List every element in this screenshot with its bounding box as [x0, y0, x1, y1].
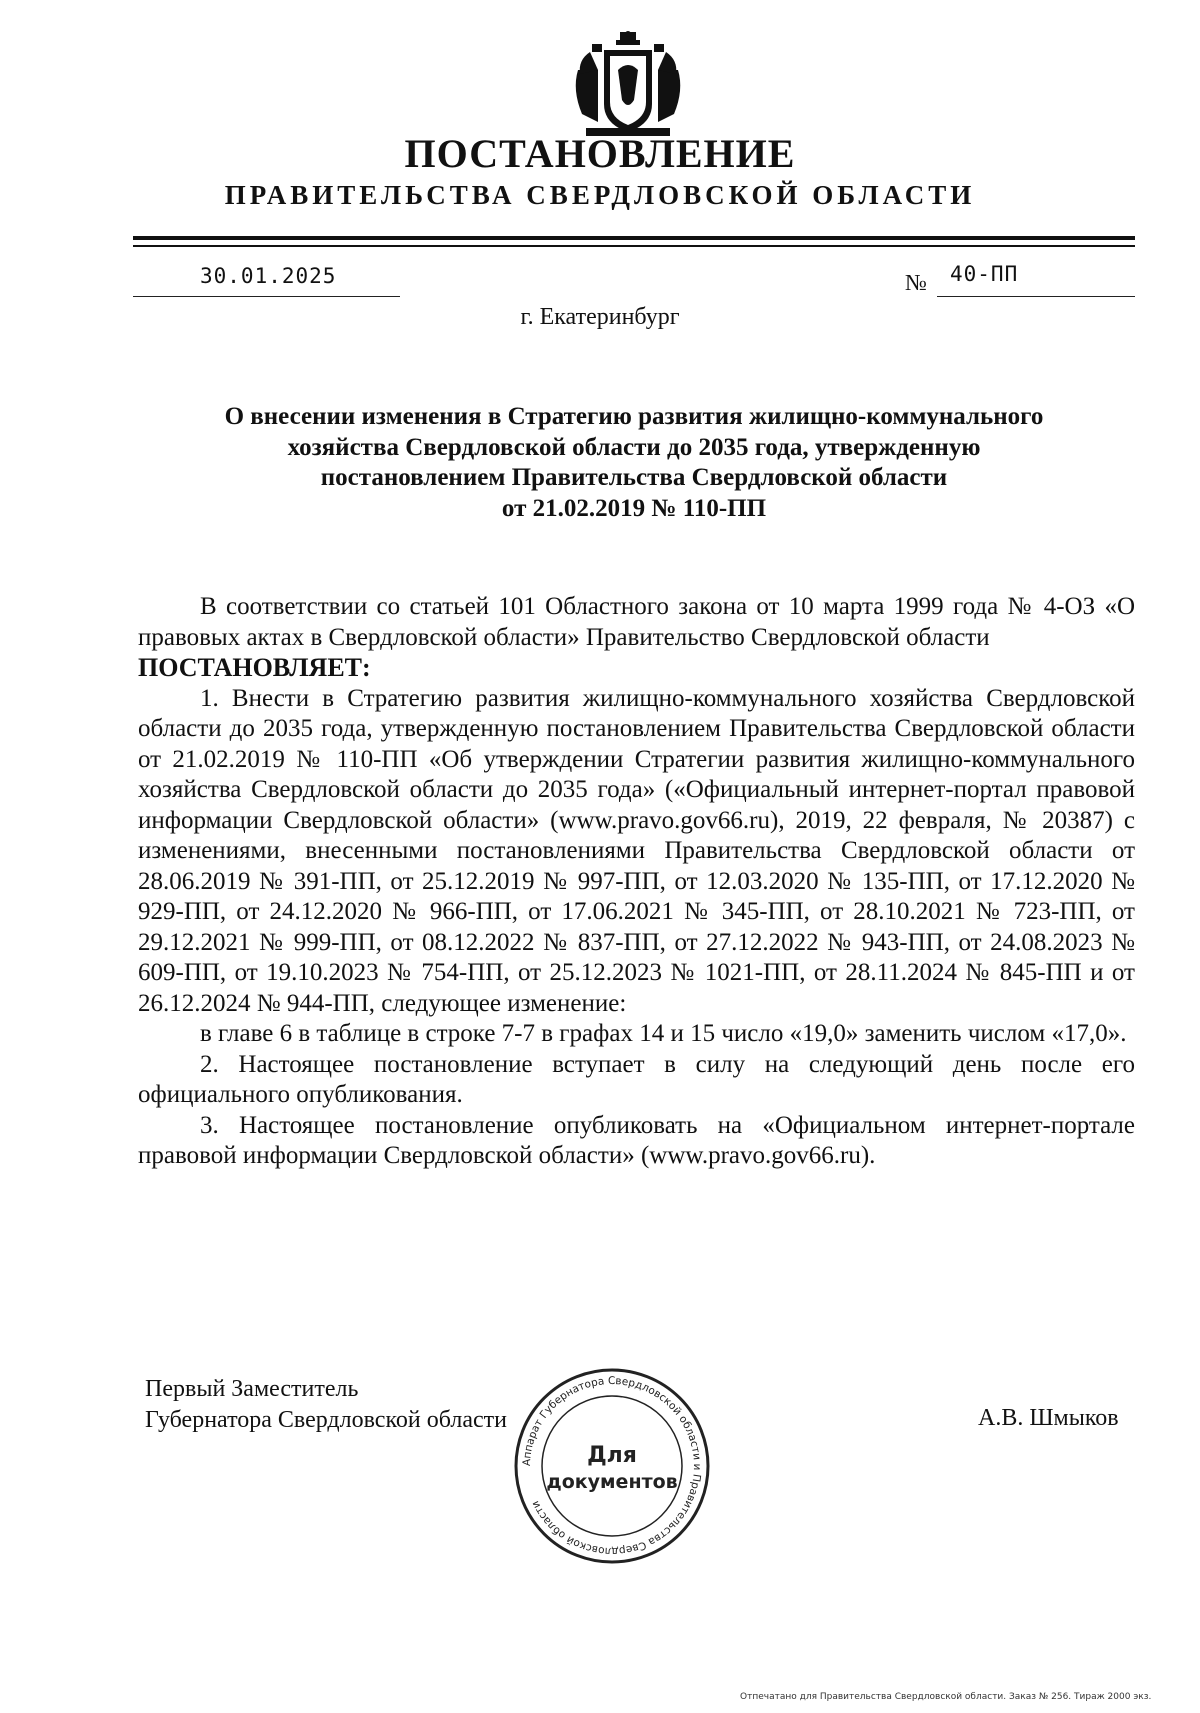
item-1-paragraph: 1. Внести в Стратегию развития жилищно-коммунального хозяйства Свердловской области до 2035 года, утвержденную постановлением Правительства Свердловской области от 21.02.2019 № 110-ПП «Об утверждении Стратегии развития жилищно-коммунального хозяйства Свердловской области до 2035 года» («Официальный интернет-портал правовой информации Свердловской области» (www.pravo.gov66.ru), 2019, 22 февраля, № 20387) с изменениями, внесенными постановлениями Правительства Свердловской области от 28.06.2019 № 391-ПП, от 25.12.2019 № 997-ПП, от 12.03.2020 № 135-ПП, от 17.12.2020 № 929-ПП, от 24.12.2020 № 966-ПП, от 17.06.2021 № 345-ПП, от 28.10.2021 № 723-ПП, от 29.12.2021 № 999-ПП, от 08.12.2022 № 837-ПП, от 27.12.2022 № 943-ПП, от 24.08.2023 № 609-ПП, от 19.10.2023 № 754-ПП, от 25.12.2023 № 1021-ПП, от 28.11.2024 № 845-ПП и от 26.12.2024 № 944-ПП, следующее изменение:: [138, 684, 1135, 1017]
decree-heading: ПОСТАНОВЛЯЕТ:: [138, 653, 371, 682]
header-rule-thick: [133, 236, 1135, 240]
number-underline: [937, 296, 1135, 297]
preamble-paragraph: В соответствии со статьей 101 Областного закона от 10 марта 1999 года № 4-ОЗ «О правовых актах в Свердловской области» Правительство Свердловской области: [138, 593, 1135, 651]
stamp-center-line-2: документов: [546, 1471, 678, 1493]
title-line: постановлением Правительства Свердловской области: [320, 464, 948, 491]
signer-position-line-1: Первый Заместитель: [145, 1376, 359, 1402]
issuing-authority: ПРАВИТЕЛЬСТВА СВЕРДЛОВСКОЙ ОБЛАСТИ: [224, 180, 976, 210]
item-1-sub-paragraph: в главе 6 в таблице в строке 7-7 в графах 14 и 15 число «19,0» заменить числом «17,0».: [200, 1020, 1127, 1047]
document-date: 30.01.2025: [200, 264, 337, 288]
print-note: Отпечатано для Правительства Свердловской области. Заказ № 256. Тираж 2000 экз.: [740, 1692, 1152, 1702]
city: г. Екатеринбург: [520, 304, 680, 330]
resolution-title: [133, 402, 1135, 524]
official-stamp-icon: [512, 1366, 712, 1566]
title-line: О внесении изменения в Стратегию развития жилищно-коммунального: [224, 403, 1044, 430]
signer-name: А.В. Шмыков: [978, 1405, 1119, 1431]
document-body: [138, 592, 1135, 1172]
document-number: 40-ПП: [950, 262, 1019, 286]
stamp-ring-text: Аппарат Губернатора Свердловской области и Правительства Свердловской области: [520, 1374, 704, 1558]
title-line: от 21.02.2019 № 110-ПП: [501, 494, 767, 522]
stamp-center-line-1: Для: [587, 1443, 637, 1468]
date-underline: [133, 296, 400, 297]
header-rule-thin: [133, 245, 1135, 247]
signer-position-line-2: Губернатора Свердловской области: [145, 1407, 507, 1433]
coat-of-arms-emblem-icon: [568, 30, 688, 142]
item-2-paragraph: 2. Настоящее постановление вступает в силу на следующий день после его официального опубликования.: [138, 1050, 1135, 1108]
document-type-title: ПОСТАНОВЛЕНИЕ: [404, 131, 796, 176]
number-sign: №: [905, 270, 927, 295]
title-line: хозяйства Свердловской области до 2035 года, утвержденную: [287, 433, 981, 461]
item-3-paragraph: 3. Настоящее постановление опубликовать на «Официальном интернет-портале правовой информации Свердловской области» (www.pravo.gov66.ru).: [138, 1111, 1135, 1169]
